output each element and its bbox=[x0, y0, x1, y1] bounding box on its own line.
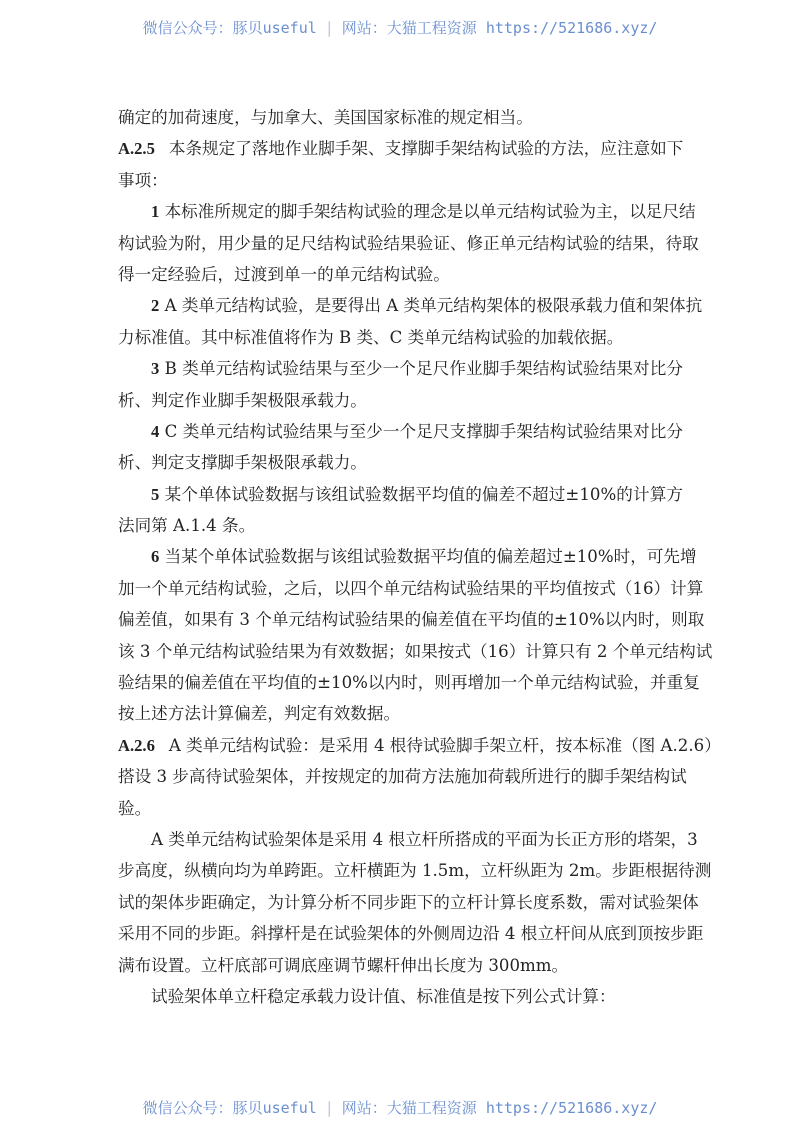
text-line bbox=[118, 165, 683, 196]
line-text: A 类单元结构试验，是要得出 A 类单元结构架体的极限承载力值和架体抗 bbox=[159, 296, 703, 316]
line-text: 加一个单元结构试验，之后，以四个单元结构试验结果的平均值按式（16）计算 bbox=[118, 578, 704, 598]
watermark-website: 网站：大猫工程资源 https://521686.xyz/ bbox=[341, 1099, 658, 1117]
text-line bbox=[118, 636, 713, 667]
line-text: 试验架体单立杆稳定承载力设计值、标准值是按下列公式计算： bbox=[151, 986, 616, 1006]
text-line bbox=[118, 573, 704, 604]
line-text: 满布设置。立杆底部可调底座调节螺杆伸出长度为 300mm。 bbox=[118, 955, 569, 975]
line-text: 步高度，纵横向均为单跨距。立杆横距为 1.5m，立杆纵距为 2m。步距根据待测 bbox=[118, 861, 712, 881]
text-line bbox=[118, 730, 721, 761]
divider: | bbox=[324, 1099, 334, 1117]
text-line bbox=[118, 510, 683, 541]
line-text: B 类单元结构试验结果与至少一个足尺作业脚手架结构试验结果对比分 bbox=[159, 359, 683, 379]
line-text: 验。 bbox=[118, 798, 152, 818]
line-text: 法同第 A.1.4 条。 bbox=[118, 516, 256, 536]
text-line bbox=[118, 133, 683, 164]
text-line bbox=[118, 385, 683, 416]
text-line bbox=[118, 604, 705, 635]
document-body bbox=[118, 102, 721, 1012]
text-line bbox=[118, 950, 683, 981]
line-text: 构试验为附，用少量的足尺结构试验结果验证、修正单元结构试验的结果，待取 bbox=[118, 233, 699, 253]
clause-number: 3 bbox=[151, 359, 160, 379]
line-text: 本条规定了落地作业脚手架、支撑脚手架结构试验的方法，应注意如下 bbox=[168, 139, 684, 159]
line-text: A 类单元结构试验：是采用 4 根待试验脚手架立杆，按本标准（图 A.2.6） bbox=[168, 735, 721, 755]
text-line bbox=[118, 698, 683, 729]
clause-number: 4 bbox=[151, 421, 160, 441]
line-text: 当某个单体试验数据与该组试验数据平均值的偏差超过±10%时，可先增 bbox=[159, 547, 697, 567]
clause-number: 5 bbox=[151, 484, 160, 504]
line-text: 某个单体试验数据与该组试验数据平均值的偏差不超过±10%的计算方 bbox=[159, 484, 683, 504]
text-line bbox=[118, 981, 683, 1012]
line-text: 确定的加荷速度，与加拿大、美国国家标准的规定相当。 bbox=[118, 108, 533, 127]
text-line bbox=[118, 290, 703, 321]
text-line bbox=[118, 259, 683, 290]
line-text: 得一定经验后，过渡到单一的单元结构试验。 bbox=[118, 264, 450, 284]
line-text: 搭设 3 步高待试验架体，并按规定的加荷方法施加荷载所进行的脚手架结构试 bbox=[118, 767, 687, 787]
line-text: 析、判定支撑脚手架极限承载力。 bbox=[118, 453, 367, 473]
clause-number: A.2.6 bbox=[118, 735, 155, 755]
watermark-wechat: 微信公众号：豚贝useful bbox=[142, 19, 317, 37]
line-text: 采用不同的步距。斜撑杆是在试验架体的外侧周边沿 4 根立杆间从底到顶按步距 bbox=[118, 924, 704, 944]
line-text: 偏差值，如果有 3 个单元结构试验结果的偏差值在平均值的±10%以内时，则取 bbox=[118, 610, 705, 630]
line-text: 验结果的偏差值在平均值的±10%以内时，则再增加一个单元结构试验，并重复 bbox=[118, 673, 700, 693]
line-text: 按上述方法计算偏差，判定有效数据。 bbox=[118, 704, 401, 724]
text-line bbox=[118, 855, 712, 886]
clause-number: 1 bbox=[151, 202, 160, 222]
text-line bbox=[118, 793, 683, 824]
clause-number: A.2.5 bbox=[118, 139, 155, 159]
text-line bbox=[118, 416, 683, 447]
watermark-footer bbox=[0, 1097, 800, 1118]
text-line bbox=[118, 541, 697, 572]
watermark-website: 网站：大猫工程资源 https://521686.xyz/ bbox=[341, 19, 658, 37]
line-text: 力标准值。其中标准值将作为 B 类、C 类单元结构试验的加载依据。 bbox=[118, 327, 624, 347]
watermark-header bbox=[0, 17, 800, 38]
watermark-wechat: 微信公众号：豚贝useful bbox=[142, 1099, 317, 1117]
text-line bbox=[118, 102, 683, 133]
clause-number: 2 bbox=[151, 296, 160, 316]
text-line bbox=[118, 887, 699, 918]
text-line bbox=[118, 918, 704, 949]
line-text: C 类单元结构试验结果与至少一个足尺支撑脚手架结构试验结果对比分 bbox=[159, 421, 683, 441]
line-text: A 类单元结构试验架体是采用 4 根立杆所搭成的平面为长正方形的塔架，3 bbox=[151, 829, 698, 849]
line-text: 析、判定作业脚手架极限承载力。 bbox=[118, 390, 367, 410]
text-line bbox=[118, 228, 699, 259]
text-line bbox=[118, 447, 683, 478]
text-line bbox=[118, 824, 698, 855]
clause-number: 6 bbox=[151, 547, 160, 567]
text-line bbox=[118, 667, 700, 698]
text-line bbox=[118, 761, 687, 792]
text-line bbox=[118, 479, 683, 510]
divider: | bbox=[324, 19, 334, 37]
text-line bbox=[118, 353, 683, 384]
line-text: 该 3 个单元结构试验结果为有效数据；如果按式（16）计算只有 2 个单元结构试 bbox=[118, 641, 713, 661]
line-text: 试的架体步距确定，为计算分析不同步距下的立杆计算长度系数，需对试验架体 bbox=[118, 892, 699, 912]
line-text: 事项： bbox=[118, 170, 168, 190]
text-line bbox=[118, 322, 683, 353]
line-text: 本标准所规定的脚手架结构试验的理念是以单元结构试验为主，以足尺结 bbox=[159, 202, 696, 222]
text-line bbox=[118, 196, 696, 227]
